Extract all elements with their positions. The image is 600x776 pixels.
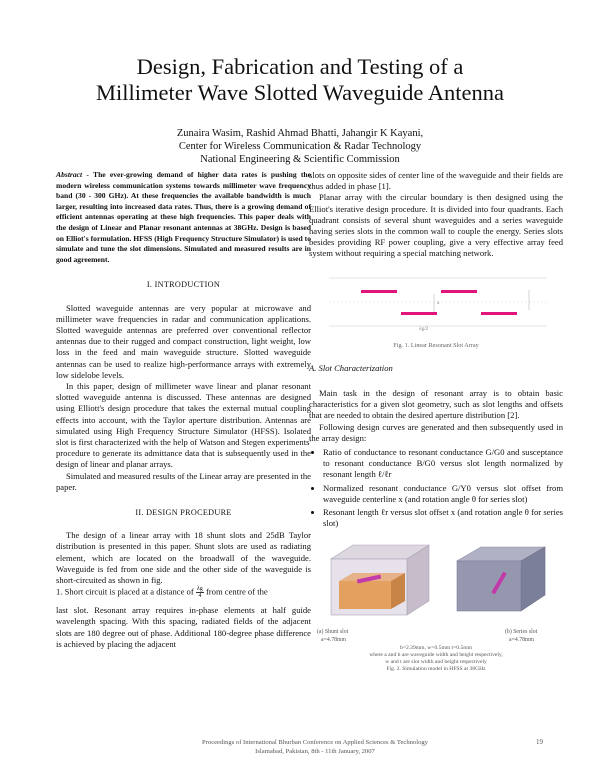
series-slot-model [457, 547, 545, 611]
shunt-slot-model [331, 545, 429, 615]
fraction-denominator: 4 [198, 593, 202, 600]
slot-2 [441, 290, 477, 293]
footer-proceedings: Proceedings of International Bhurban Conference on Applied Sciences & Technology [202, 739, 428, 746]
figure-2-drawing [309, 539, 563, 625]
slot-1 [361, 290, 397, 293]
subsection-heading-slot-characterization: A. Slot Characterization [309, 362, 393, 373]
author-university: National Engineering & Scientific Commission [200, 154, 400, 165]
intro-paragraph-2: In this paper, design of millimeter wave linear and planar resonant slotted waveguide antenna is discussed. These antennas are designed using Elliott's design procedure that takes the external mutual coupling effects into account, with the Taylor aperture distribution. Antennas are simulated using High Frequency Structure Simulator (HFSS). Isolated slot is first characterized with the help of Watson and Stegen experiments' procedure to generate its admittance data that is subsequently used in the design of linear and planar arrays. [56, 380, 311, 470]
fig2-note-1: where a and b are waveguide width and height respectively, [369, 652, 503, 659]
author-block [0, 127, 600, 166]
fig2-label-series: (b) Series slot [505, 629, 538, 636]
figure-1-drawing [309, 268, 563, 338]
section-heading-design: II. DESIGN PROCEDURE [135, 508, 232, 517]
left-column [56, 170, 311, 650]
slot-3 [401, 312, 437, 315]
page-number: 19 [536, 738, 543, 746]
intro-paragraph-1: Slotted waveguide antennas are very popular at microwave and millimeter wave frequencies in radar and communication applications. Slotted waveguide antennas are preferred over conventional reflector antennas due to their rugged and compact construction, light weight, low loss in the feed and main waveguide structure. Slotted waveguide antennas can be used to realize high-performance arrays with extremely low sidelobe levels. [56, 302, 311, 380]
right-paragraph-2: Planar array with the circular boundary is then designed using the Elliot's iterative design procedure. It is divided into four quadrants. Each quadrant consists of several shunt waveguides and a series waveguide having series slots in the common wall to couple the energy. Series slots besides providing RF power coupling, give a very effective array feed system without requiring a special matching network. [309, 192, 563, 259]
page-footer [130, 738, 500, 756]
fig1-label-spacing: λg/2 [419, 325, 429, 332]
fig2-label-shunt: (a) Shunt slot [317, 629, 349, 636]
right-paragraph-1: slots on opposite sides of center line of the waveguide and their fields are thus added in phase [1]. [309, 170, 563, 192]
list-item: • Ratio of conductance to resonant conductance G/G0 and susceptance to resonant conductance B/G0 versus slot length normalized by resonant length ℓ/ℓr [323, 447, 563, 481]
intro-paragraph-3: Simulated and measured results of the Linear array are presented in the paper. [56, 470, 311, 492]
fig2-label-series-dim: a=4.78mm [509, 637, 535, 644]
design-curve-list [309, 447, 563, 529]
abstract-lead: Abstract [56, 170, 83, 179]
fig2-note-2: w and t are slot width and height respectively [385, 659, 487, 666]
right-paragraph-4: Following design curves are generated and then subsequently used in the array design: [309, 421, 563, 443]
fig2-label-shunt-dim: a=4.78mm [321, 637, 347, 644]
author-affiliation: Center for Wireless Communication & Radar Technology [178, 141, 422, 152]
right-column [309, 170, 563, 673]
design-text-pre: 1. Short circuit is placed at a distance of [56, 586, 194, 597]
slot-4 [481, 312, 517, 315]
lambda-fraction [196, 586, 204, 599]
abstract-text: - The ever-growing demand of higher data rates is pushing the modern wireless communication systems towards millimeter wave frequency band (30 - 300 GHz). At these frequencies the available bandwidth is much larger, resulting into increased data rates. Thus, there is a growing demand of efficient antennas operating at these high frequencies. This paper deals with the design of Linear and Planar resonant antennas at 38GHz. Design is based on Elliot's formulation. HFSS (High Frequency Structure Simulator) is used to simulate and tune the slot dimensions. Simulated and measured results are in good agreement. [56, 170, 311, 264]
figure-2-caption: Fig. 2. Simulation model in HFSS at 38GHz [386, 666, 486, 673]
title-block [0, 54, 600, 106]
right-paragraph-3: Main task in the design of resonant array is to obtain basic characteristics for a given slot geometry, such as slot lengths and offsets that are needed to obtain the desired aperture distribution [2]. [309, 388, 563, 421]
figure-1-linear-array [309, 268, 563, 338]
fraction-numerator: λg [196, 586, 203, 593]
fig2-dimensions: b=2.39mm, w=0.5mm t=0.5mm [400, 645, 472, 652]
paper-title-line-1: Design, Fabrication and Testing of a [136, 54, 464, 79]
list-item: • Normalized resonant conductance G/Y0 versus slot offset from waveguide centerline x (and rotation angle θ for series slot) [323, 483, 563, 505]
paper-title-line-2: Millimeter Wave Slotted Waveguide Antenna [96, 80, 504, 105]
design-paragraph-2: last slot. Resonant array requires in-phase elements at half guide wavelength spacing. With this spacing, radiated fields of the adjacent slots are 180 degree out of phase. Additional 180-degree phase difference is achieved by placing the adjacent [56, 605, 311, 649]
fig1-label-offset: x [437, 299, 440, 306]
section-heading-introduction: I. INTRODUCTION [146, 280, 221, 290]
abstract [56, 170, 311, 265]
design-text-post: from centre of the [205, 586, 268, 597]
figure-2-labels [309, 627, 563, 657]
design-paragraph-1: The design of a linear array with 18 shunt slots and 25dB Taylor distribution is presented in this paper. Shunt slots are used as radiating element, which are located on the broadwall of the waveguide. Waveguide is fed from one side and the other side of the waveguide is short-circuited as shown in fig. [56, 530, 311, 586]
figure-2-hfss-models [309, 539, 563, 625]
list-item: • Resonant length ℓr versus slot offset x (and rotation angle θ for series slot) [323, 507, 563, 529]
footer-location: Islamabad, Pakistan, 8th - 11th January, 2007 [255, 748, 375, 755]
figure-1-caption: Fig. 1. Linear Resonant Slot Array [393, 341, 479, 349]
author-names: Zunaira Wasim, Rashid Ahmad Bhatti, Jahangir K Kayani, [176, 128, 424, 139]
design-paragraph-1b [56, 586, 311, 599]
